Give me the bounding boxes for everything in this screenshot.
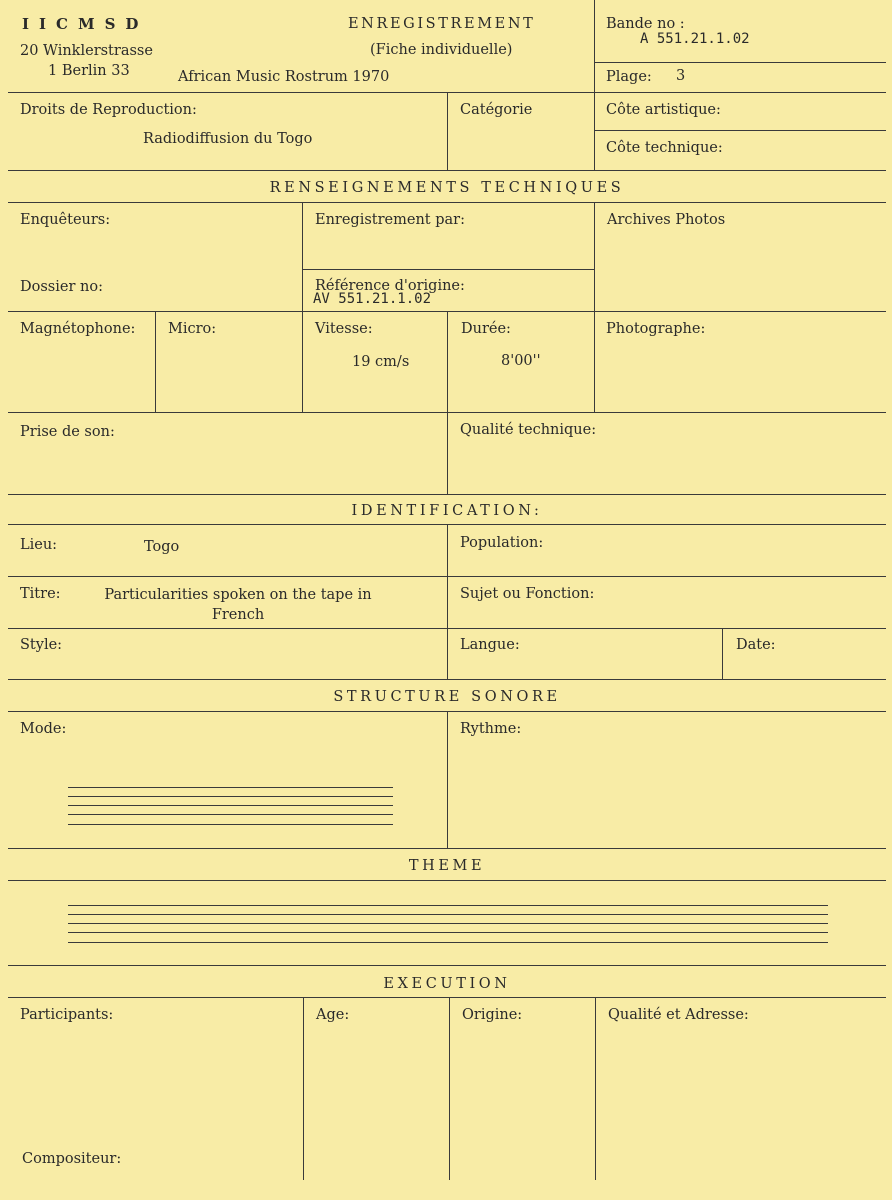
address-line-2: 1 Berlin 33 [48, 63, 130, 79]
vitesse-value: 19 cm/s [352, 354, 410, 370]
divider [447, 412, 448, 494]
section-title-structure: STRUCTURE SONORE [333, 689, 561, 705]
date-label: Date: [736, 637, 776, 653]
divider [8, 679, 886, 680]
divider [8, 628, 886, 629]
titre-value: Particularities spoken on the tape in French [104, 587, 372, 623]
qualite-adresse-label: Qualité et Adresse: [608, 1007, 749, 1023]
bande-label: Bande no : [606, 16, 685, 32]
divider [8, 494, 886, 495]
qualite-technique-label: Qualité technique: [460, 422, 597, 438]
micro-label: Micro: [168, 321, 217, 337]
mode-label: Mode: [20, 721, 67, 737]
archives-photos-label: Archives Photos [607, 212, 726, 228]
staff-line [68, 787, 393, 788]
population-label: Population: [460, 535, 544, 551]
categorie-label: Catégorie [460, 102, 533, 118]
duree-value: 8'00'' [501, 353, 541, 369]
divider [8, 202, 886, 203]
divider [302, 269, 594, 270]
divider [8, 965, 886, 966]
vitesse-label: Vitesse: [315, 321, 373, 337]
dossier-label: Dossier no: [20, 279, 103, 295]
divider [595, 997, 596, 1180]
titre-label: Titre: [20, 586, 61, 602]
rights-label: Droits de Reproduction: [20, 102, 197, 118]
form-title: ENREGISTREMENT [348, 16, 536, 32]
divider [447, 311, 448, 412]
compositeur-label: Compositeur: [22, 1151, 122, 1167]
staff-line [68, 905, 828, 906]
style-label: Style: [20, 637, 63, 653]
divider [302, 202, 303, 412]
cote-technique-label: Côte technique: [606, 140, 723, 156]
divider [8, 170, 886, 171]
lieu-label: Lieu: [20, 537, 58, 553]
divider [8, 576, 886, 577]
divider [447, 711, 448, 848]
divider [447, 92, 448, 170]
prise-de-son-label: Prise de son: [20, 424, 115, 440]
duree-label: Durée: [461, 321, 511, 337]
divider [722, 628, 723, 679]
divider [594, 202, 595, 412]
staff-line [68, 805, 393, 806]
reference-label: Référence d'origine: [315, 278, 465, 294]
langue-label: Langue: [460, 637, 520, 653]
staff-line [68, 923, 828, 924]
divider [303, 997, 304, 1180]
staff-line [68, 814, 393, 815]
cote-artistique-label: Côte artistique: [606, 102, 721, 118]
divider [8, 997, 886, 998]
address-line-1: 20 Winklerstrasse [20, 43, 153, 59]
section-title-theme: THEME [408, 858, 486, 874]
divider [594, 0, 595, 170]
divider [155, 311, 156, 412]
section-title-technical: RENSEIGNEMENTS TECHNIQUES [269, 180, 625, 196]
participants-label: Participants: [20, 1007, 114, 1023]
enqueteurs-label: Enquêteurs: [20, 212, 111, 228]
magnetophone-label: Magnétophone: [20, 321, 136, 337]
staff-line [68, 824, 393, 825]
staff-line [68, 932, 828, 933]
enregistrement-par-label: Enregistrement par: [315, 212, 465, 228]
origine-label: Origine: [462, 1007, 523, 1023]
divider [594, 130, 886, 131]
staff-line [68, 942, 828, 943]
collection-name: African Music Rostrum 1970 [178, 69, 390, 85]
divider [8, 848, 886, 849]
form-subtitle: (Fiche individuelle) [370, 42, 513, 58]
plage-label: Plage: [606, 69, 652, 85]
rythme-label: Rythme: [460, 721, 522, 737]
bande-value: A 551.21.1.02 [640, 31, 750, 47]
sujet-fonction-label: Sujet ou Fonction: [460, 586, 595, 602]
divider [449, 997, 450, 1180]
plage-value: 3 [676, 68, 686, 84]
photographe-label: Photographe: [606, 321, 706, 337]
rights-value: Radiodiffusion du Togo [143, 131, 313, 147]
org-logo: IICMSD [22, 15, 149, 33]
staff-line [68, 796, 393, 797]
age-label: Age: [316, 1007, 350, 1023]
lieu-value: Togo [144, 539, 180, 555]
section-title-identification: IDENTIFICATION: [351, 503, 543, 519]
staff-line [68, 914, 828, 915]
divider [8, 880, 886, 881]
reference-value: AV 551.21.1.02 [313, 291, 432, 307]
divider [594, 62, 886, 63]
divider [447, 524, 448, 679]
section-title-execution: EXECUTION [383, 976, 511, 992]
